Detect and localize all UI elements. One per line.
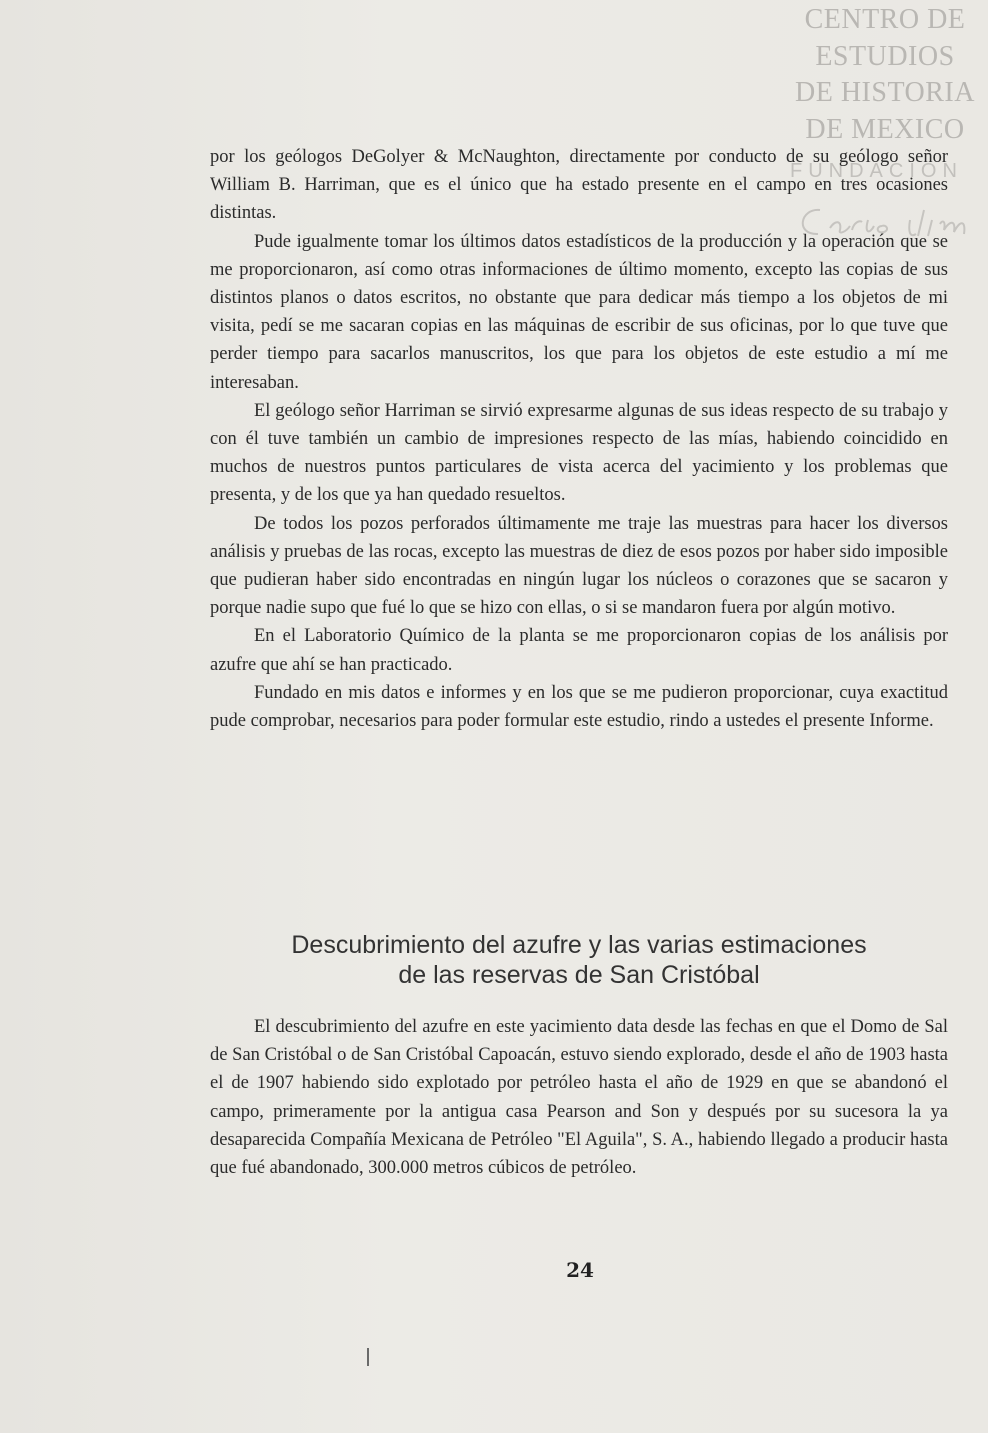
body-text bbox=[210, 143, 948, 735]
section-paragraph: El descubrimiento del azufre en este yacimiento data desde las fechas en que el Domo de Sal de San Cristóbal o de San Cristóbal Capoacán, estuvo siendo explorado, desde el año de 1903 hasta el de 1907 habiendo sido explotado por petróleo hasta el año de 1929 en que se abandonó el campo, primeramente por la antigua casa Pearson and Son y después por su sucesora la ya desaparecida Compañía Mexicana de Petróleo "El Aguila", S. A., habiendo llegado a producir hasta que fué abandonado, 300.000 metros cúbicos de petróleo. bbox=[210, 1017, 948, 1179]
paragraph-6: Fundado en mis datos e informes y en los que se me pudieron proporcionar, cuya exactitud pude comprobar, necesarios para poder formular este estudio, rindo a ustedes el presente Informe. bbox=[210, 682, 948, 732]
paragraph-4: De todos los pozos perforados últimamente me traje las muestras para hacer los diversos análisis y pruebas de las rocas, excepto las muestras de diez de esos pozos por haber sido imposible que pudieran haber sido encontradas en ningún lugar los núcleos o corazones que se sacaron y porque nadie supo que fué lo que se hizo con ellas, o si se mandaron fuera por algún motivo. bbox=[210, 513, 948, 619]
watermark-foundation: FUNDACION bbox=[790, 160, 963, 182]
page-number: 24 bbox=[566, 1258, 594, 1282]
section-heading-line-1: Descubrimiento del azufre y las varias estimaciones bbox=[291, 931, 867, 959]
section-heading bbox=[210, 930, 948, 990]
paragraph-1: por los geólogos DeGolyer & McNaughton, directamente por conducto de su geólogo señor William B. Harriman, que es el único que ha estado presente en el campo en tres ocasiones distintas. bbox=[210, 147, 948, 224]
watermark-line-2: ESTUDIOS bbox=[815, 40, 955, 72]
scan-mark bbox=[367, 1348, 369, 1366]
paragraph-5: En el Laboratorio Químico de la planta se me proporcionaron copias de los análisis por azufre que ahí se han practicado. bbox=[210, 626, 948, 675]
section-body bbox=[210, 1013, 948, 1182]
watermark-line-1: CENTRO DE bbox=[804, 4, 966, 35]
watermark-line-4: DE MEXICO bbox=[805, 113, 965, 145]
paragraph-2: Pude igualmente tomar los últimos datos estadísticos de la producción y la operación que se me proporcionaron, así como otras informaciones de último momento, excepto las copias de sus distintos planos o datos escritos, no obstante que para dedicar más tiempo a los objetos de mi visita, pedí se me sacaran copias en las máquinas de escribir de sus oficinas, por lo que tuve que perder tiempo para sacarlos manuscritos, los que para los objetos de este estudio a mí me interesaban. bbox=[210, 231, 948, 393]
archive-watermark bbox=[770, 2, 988, 148]
section-heading-line-2: de las reservas de San Cristóbal bbox=[398, 961, 760, 989]
watermark-line-3: DE HISTORIA bbox=[795, 77, 975, 108]
paragraph-3: El geólogo señor Harriman se sirvió expresarme algunas de sus ideas respecto de su trabajo y con él tuve también un cambio de impresiones respecto de las mías, habiendo coincidido en muchos de nuestros puntos particulares de vista acerca del yacimiento y los problemas que presenta, y de los que ya han quedado resueltos. bbox=[210, 400, 948, 506]
